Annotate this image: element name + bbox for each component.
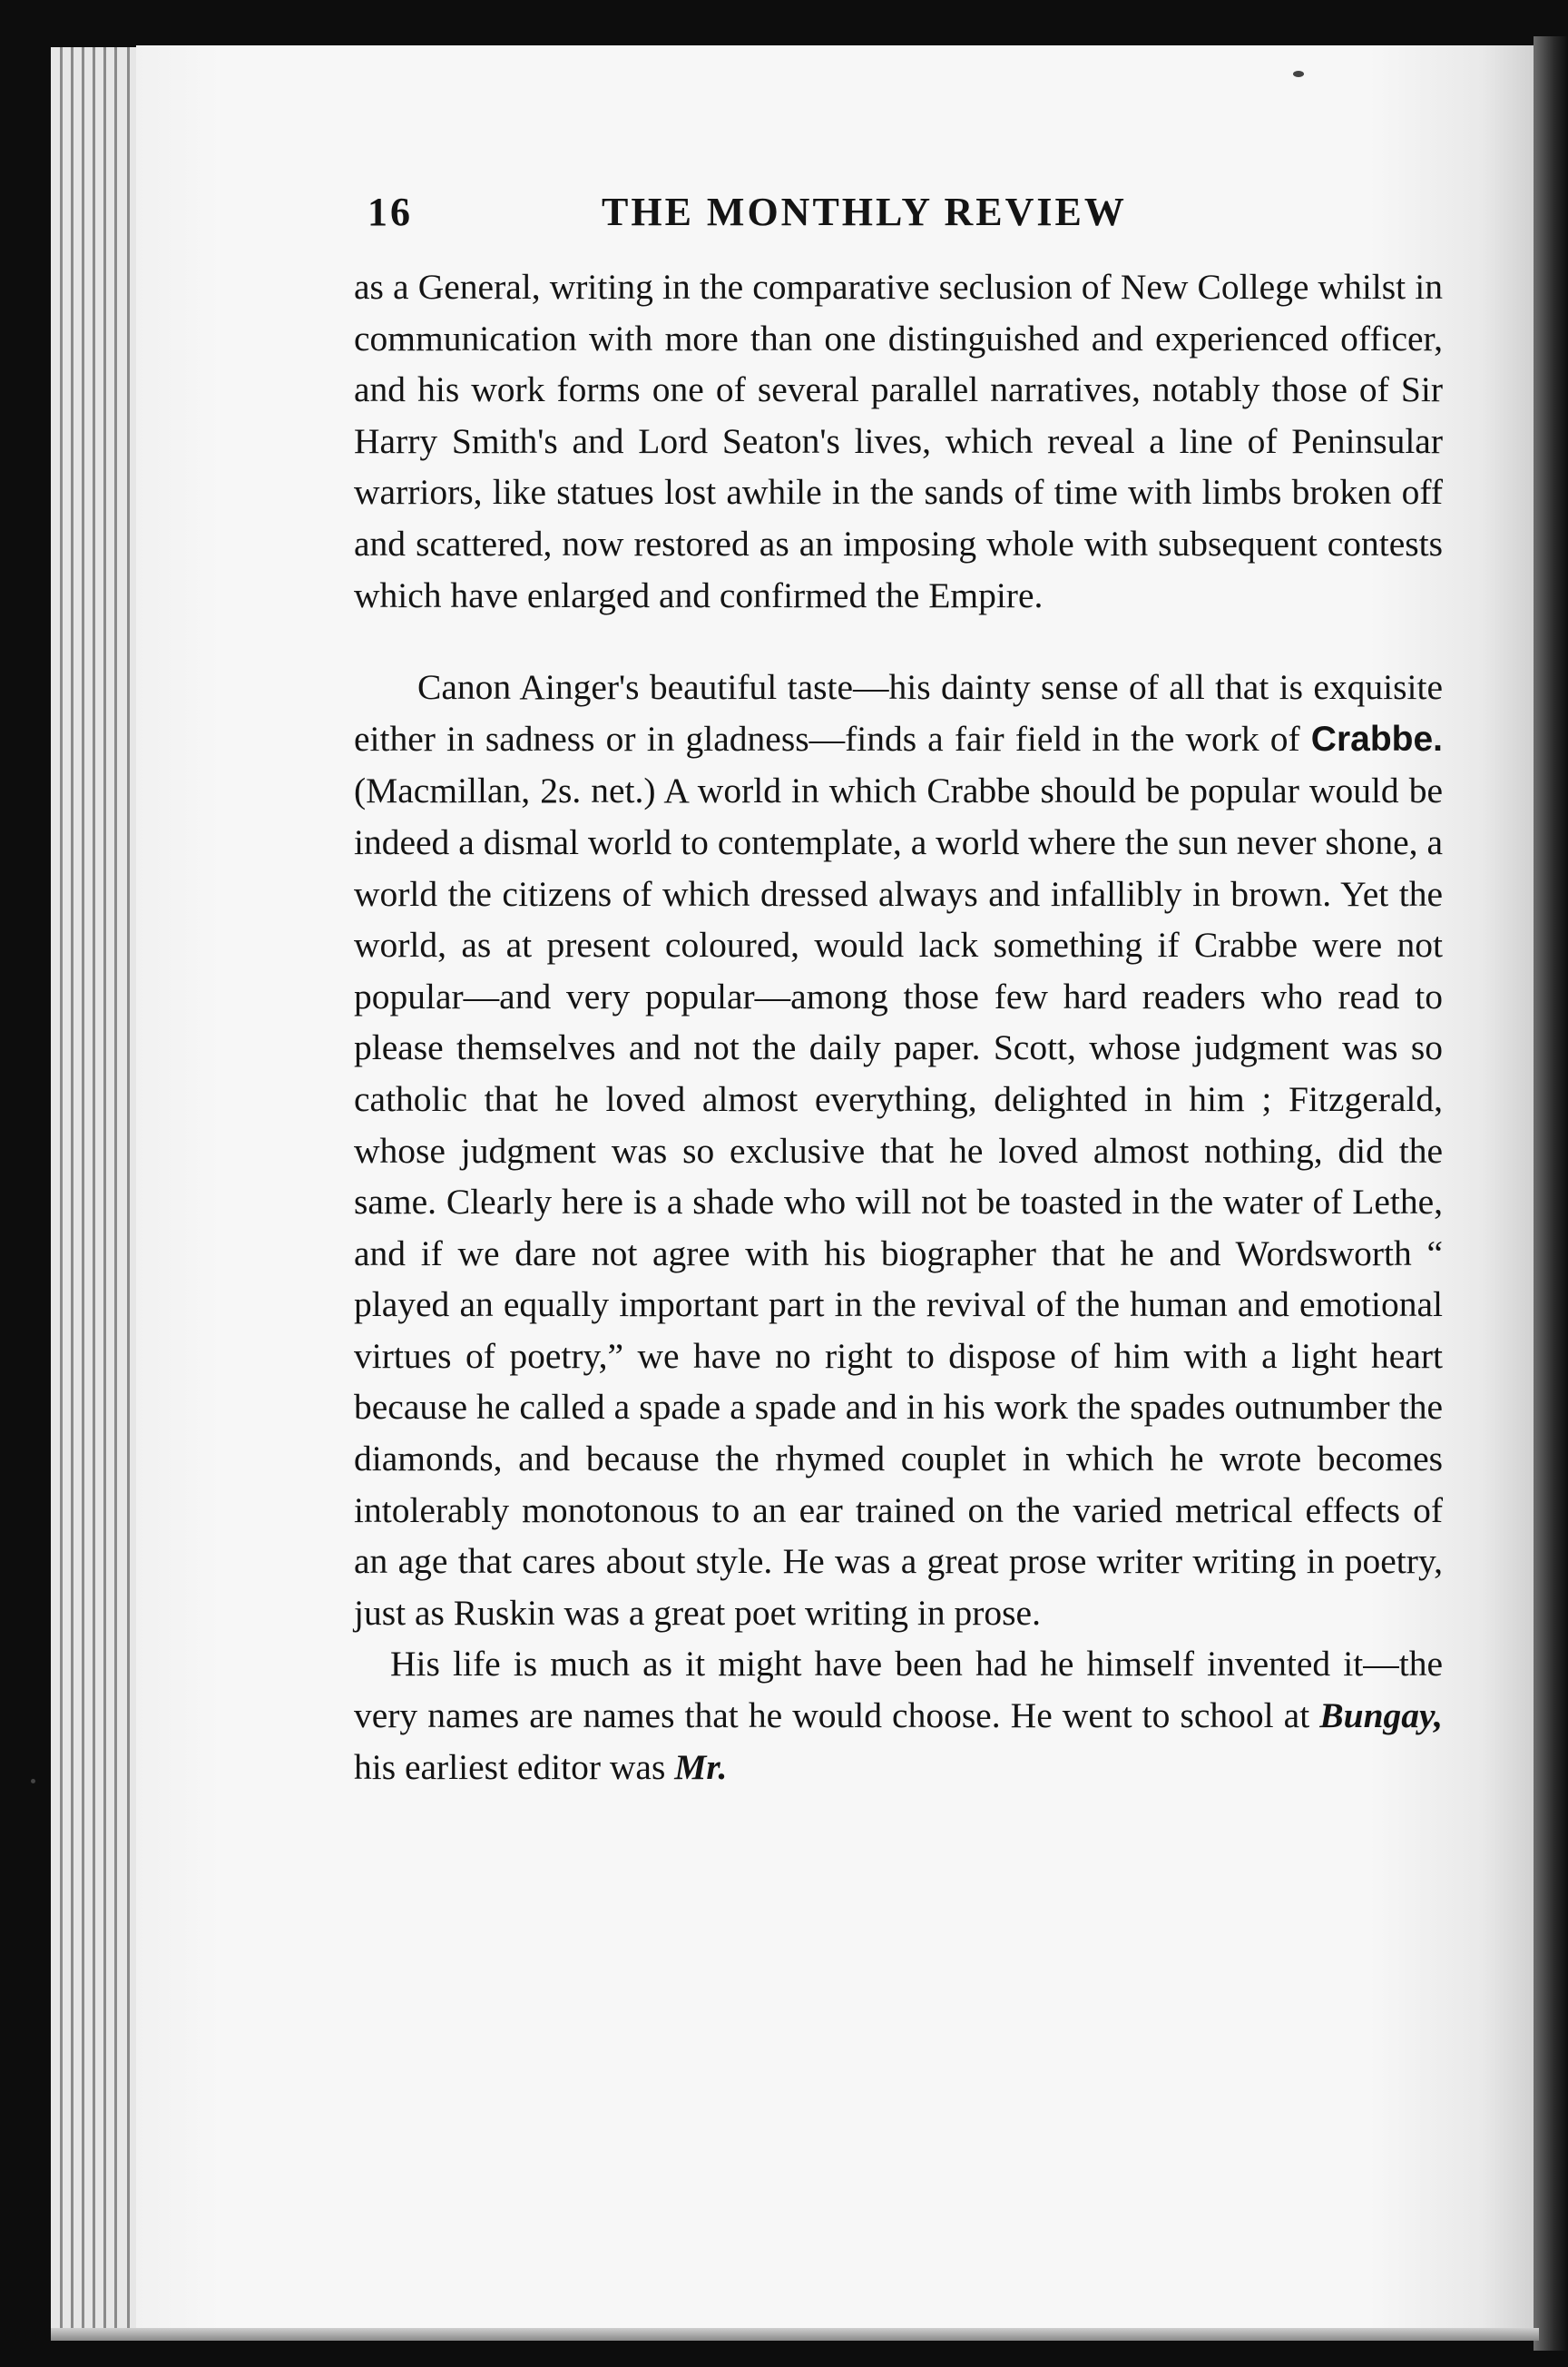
article-text <box>354 261 1443 1792</box>
journal-title: THE MONTHLY REVIEW <box>602 190 1127 234</box>
paragraph-peninsular-narratives: as a General, writing in the comparative seclusion of New College whilst in communication with more than one distinguished and experienced officer, and his work forms one of several parallel narratives, notably those of Sir Harry Smith's and Lord Seaton's lives, which reveal a line of Peninsular warriors, like statues lost awhile in the sands of time with limbs broken off and scattered, now restored as an imposing whole with subsequent contests which have enlarged and confirmed the Empire. <box>354 267 1443 615</box>
paragraph-text: Canon Ainger's beautiful taste—his dainty sense of all that is exquisite either in sadness or in gladness—finds a fair field in the work of <box>354 667 1443 759</box>
page-edge-line <box>127 47 130 2334</box>
ink-speck <box>1293 71 1304 77</box>
ink-speck <box>31 1779 35 1783</box>
page-edge-line <box>103 47 106 2334</box>
page-edge-line <box>82 47 84 2334</box>
page-edge-line <box>60 47 63 2334</box>
page-edge-line <box>71 47 74 2334</box>
book-title: Crabbe. <box>1310 719 1443 759</box>
page-edge-line <box>93 47 95 2334</box>
paragraph-crabbe-review <box>354 662 1443 1638</box>
paragraph-crabbe-life <box>354 1638 1443 1792</box>
running-head <box>368 189 1207 243</box>
paragraph-text: his earliest editor was <box>354 1746 675 1787</box>
page-bottom-edge <box>51 2328 1539 2341</box>
editor-name: Mr. <box>674 1746 728 1787</box>
place-name: Bungay, <box>1319 1695 1443 1736</box>
paragraph-text: His life is much as it might have been had he himself invented it—the very names are names that he would choose. He went to school at <box>354 1644 1443 1736</box>
page-edge-line <box>114 47 117 2334</box>
page-gutter-shadow <box>1534 36 1568 2351</box>
paragraph-text: (Macmillan, 2s. net.) A world in which Crabbe should be popular would be indeed a dismal world to contemplate, a world where the sun never shone, a world the citizens of which dressed always and infallibly in brown. Yet the world, as at present coloured, would lack something if Crabbe were not popular—and very popular—among those few hard readers who read to please themselves and not the daily paper. Scott, whose judgment was so catholic that he loved almost everything, delighted in him ; Fitzgerald, whose judgment was so exclusive that he loved almost nothing, did the same. Clearly here is a shade who will not be toasted in the water of Lethe, and if we dare not agree with his biographer that he and Wordsworth “ played an equally important part in the revival of the human and emotional virtues of poetry,” we have no right to dispose of him with a light heart because he called a spade a spade and in his work the spades outnumber the diamonds, and because the rhymed couplet in which he wrote becomes intolerably monotonous to an ear trained on the varied metrical effects of an age that cares about style. He was a great prose writer writing in poetry, just as Ruskin was a great poet writing in prose. <box>354 771 1443 1633</box>
page-number: 16 <box>368 190 413 234</box>
